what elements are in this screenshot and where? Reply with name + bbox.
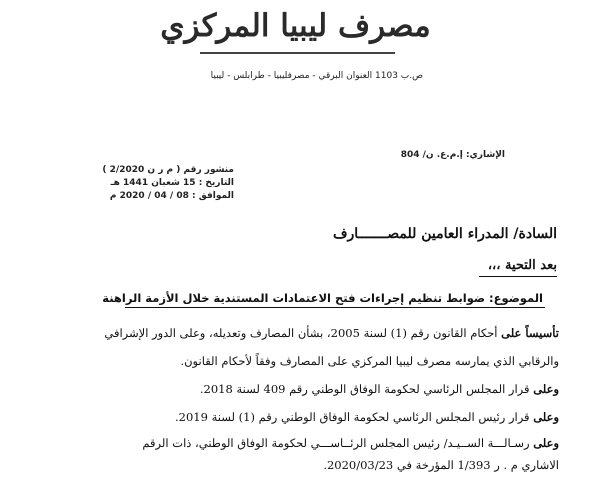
paragraph-2-text: قرار المجلس الرئاسي لحكومة الوفاق الوطني رقم 409 لسنة 2018. (199, 382, 530, 396)
paragraph-2 (34, 382, 559, 396)
reference-number: الإشاري: إ.م.ع. ن/ 804 (400, 150, 505, 160)
paragraph-4 (34, 436, 559, 450)
date-hijri: التاريخ : 15 شعبان 1441 هـ (110, 178, 234, 188)
paragraph-2-lead: وعلى (533, 382, 559, 396)
bank-logo-text: مصرف ليبيا المركزي (160, 8, 431, 44)
paragraph-1-line-2: والرقابي الذي يمارسه مصرف ليبيا المركزي على المصارف وفقاً لأحكام القانون. (180, 354, 559, 368)
paragraph-3-lead: وعلى (533, 410, 559, 424)
greeting-underline (479, 276, 557, 277)
paragraph-1-lead: تأسيساً على (501, 326, 559, 340)
paragraph-4-lead: وعلى (533, 436, 559, 450)
paragraph-3-text: قرار رئيس المجلس الرئاسي لحكومة الوفاق الوطني رقم (1) لسنة 2019. (174, 410, 530, 424)
addressee-title: السادة/ المدراء العامين للمصـــــــارف (333, 226, 557, 242)
paragraph-3 (34, 410, 559, 424)
paragraph-1-text: أحكام القانون رقم (1) لسنة 2005، بشأن المصارف وتعديله، وعلى الدور الإشرافي (104, 326, 498, 340)
paragraph-1 (34, 326, 559, 340)
circular-number: منشور رقم ( م ر ن 2/2020 ) (102, 165, 234, 175)
logo-underline (200, 52, 395, 54)
subject-underline (125, 307, 545, 308)
subject-line: الموضوع: ضوابط تنظيم إجراءات فتح الاعتمادات المستندية خلال الأزمة الراهنة (102, 291, 543, 305)
paragraph-4-text: رسـالـــة الســيـد/ رئيس المجلس الرئــاســـي لحكومة الوفاق الوطني، ذات الرقم (142, 436, 530, 450)
paragraph-4-line-2: الاشاري م . ر 1/393 المؤرخة في 2020/03/23. (323, 458, 559, 472)
bank-address: ص.ب 1103 العنوان البرقي - مصرفليبيا - طرابلس - ليبيا (210, 71, 423, 81)
greeting: بعد التحية ،،، (487, 258, 557, 273)
circular-info (84, 164, 234, 203)
date-gregorian: الموافق : 08 / 04 / 2020 م (109, 191, 234, 201)
